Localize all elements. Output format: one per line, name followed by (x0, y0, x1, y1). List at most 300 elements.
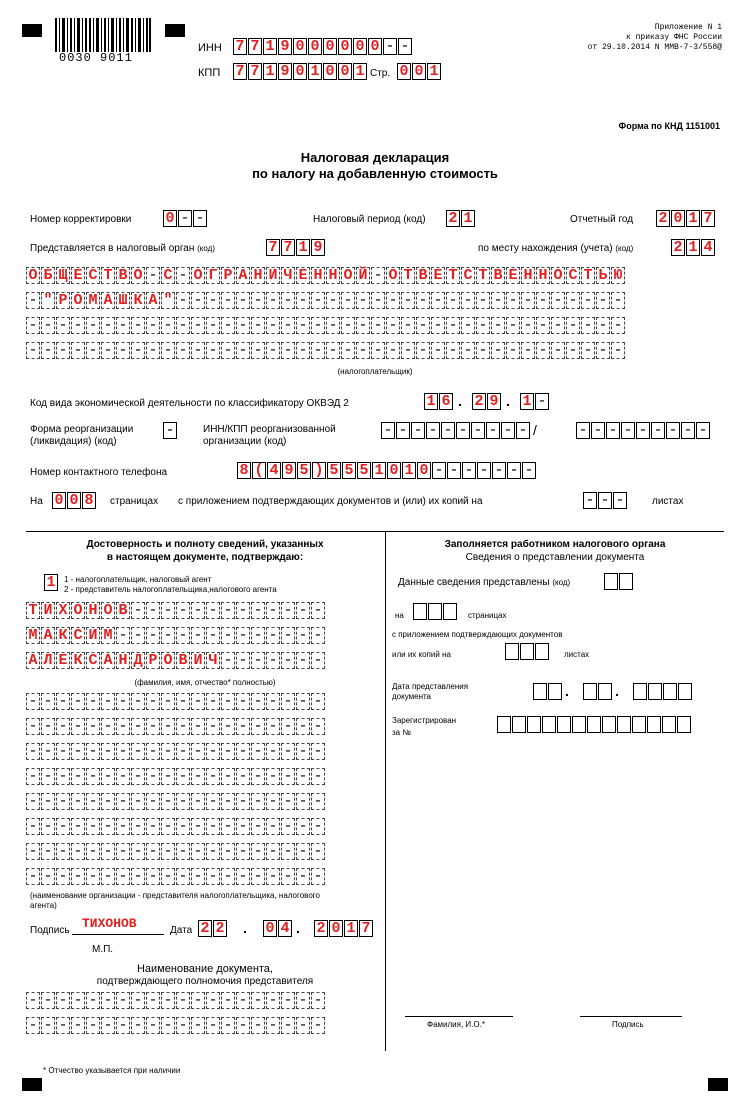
form-cell[interactable]: - (221, 1017, 235, 1034)
form-cell[interactable]: - (236, 843, 250, 860)
form-cell[interactable]: - (206, 992, 220, 1009)
form-cell[interactable]: 2 (671, 239, 685, 256)
form-cell[interactable]: - (41, 743, 55, 760)
form-cell[interactable]: - (86, 992, 100, 1009)
form-cell[interactable]: - (266, 992, 280, 1009)
form-cell[interactable]: - (296, 718, 310, 735)
form-cell[interactable]: С (461, 267, 475, 284)
form-cell[interactable]: Б (41, 267, 55, 284)
form-cell[interactable]: - (146, 743, 160, 760)
form-cell[interactable]: - (131, 992, 145, 1009)
form-cell[interactable]: - (146, 317, 160, 334)
form-cell[interactable]: - (236, 342, 250, 359)
form-cell[interactable]: Р (56, 292, 70, 309)
form-cell[interactable]: - (56, 693, 70, 710)
form-cell[interactable]: - (281, 317, 295, 334)
form-cell[interactable]: - (251, 652, 265, 669)
form-cell[interactable]: - (296, 768, 310, 785)
okved-part-1[interactable] (424, 393, 454, 410)
form-cell[interactable]: - (161, 743, 175, 760)
form-cell[interactable]: - (131, 693, 145, 710)
form-cell[interactable]: - (131, 843, 145, 860)
form-cell[interactable]: - (221, 317, 235, 334)
form-cell[interactable]: - (431, 317, 445, 334)
form-cell[interactable]: - (56, 1017, 70, 1034)
form-cell[interactable]: Р (221, 267, 235, 284)
form-cell[interactable]: - (161, 793, 175, 810)
form-cell[interactable] (617, 716, 631, 733)
form-cell[interactable]: 9 (487, 393, 501, 410)
form-cell[interactable]: 0 (163, 210, 177, 227)
form-cell[interactable]: - (266, 843, 280, 860)
form-cell[interactable]: - (131, 868, 145, 885)
form-cell[interactable]: - (26, 693, 40, 710)
form-cell[interactable]: - (461, 292, 475, 309)
form-cell[interactable]: - (191, 992, 205, 1009)
form-cell[interactable]: - (191, 342, 205, 359)
form-cell[interactable]: - (206, 818, 220, 835)
form-cell[interactable]: - (311, 693, 325, 710)
form-cell[interactable]: - (176, 267, 190, 284)
form-cell[interactable]: - (161, 342, 175, 359)
form-cell[interactable]: - (311, 768, 325, 785)
form-cell[interactable]: - (476, 342, 490, 359)
form-cell[interactable]: - (266, 1017, 280, 1034)
form-cell[interactable]: - (296, 627, 310, 644)
form-cell[interactable]: - (371, 317, 385, 334)
form-cell[interactable]: - (41, 1017, 55, 1034)
form-cell[interactable]: Т (476, 267, 490, 284)
sign-date-month[interactable] (263, 920, 293, 937)
form-cell[interactable]: - (356, 342, 370, 359)
form-cell[interactable]: - (71, 868, 85, 885)
form-cell[interactable]: - (161, 1017, 175, 1034)
year-cells[interactable] (656, 210, 716, 227)
form-cell[interactable]: А (101, 652, 115, 669)
form-cell[interactable]: - (296, 292, 310, 309)
form-cell[interactable]: К (56, 627, 70, 644)
form-cell[interactable]: - (26, 1017, 40, 1034)
form-cell[interactable]: - (56, 992, 70, 1009)
form-cell[interactable]: - (251, 818, 265, 835)
presentation-date-day[interactable] (533, 683, 563, 700)
taxpayer-row-1[interactable] (26, 267, 626, 284)
form-cell[interactable]: - (146, 818, 160, 835)
form-cell[interactable]: 7 (281, 239, 295, 256)
form-cell[interactable]: 1 (296, 239, 310, 256)
form-cell[interactable]: 0 (338, 63, 352, 80)
form-cell[interactable]: - (71, 992, 85, 1009)
form-cell[interactable]: - (221, 843, 235, 860)
form-cell[interactable]: - (161, 693, 175, 710)
form-cell[interactable]: - (131, 317, 145, 334)
form-cell[interactable]: - (426, 422, 440, 439)
form-cell[interactable]: - (476, 292, 490, 309)
form-cell[interactable]: Н (251, 267, 265, 284)
form-cell[interactable]: - (41, 818, 55, 835)
form-cell[interactable]: - (161, 317, 175, 334)
form-cell[interactable]: - (506, 292, 520, 309)
form-cell[interactable]: Н (116, 652, 130, 669)
form-cell[interactable]: - (101, 317, 115, 334)
form-cell[interactable]: - (176, 693, 190, 710)
form-cell[interactable]: - (86, 743, 100, 760)
form-cell[interactable]: - (236, 693, 250, 710)
form-cell[interactable]: - (56, 868, 70, 885)
form-cell[interactable]: - (236, 793, 250, 810)
form-cell[interactable]: - (281, 743, 295, 760)
form-cell[interactable]: - (131, 602, 145, 619)
form-cell[interactable]: Ч (206, 652, 220, 669)
form-cell[interactable]: - (191, 868, 205, 885)
page-cells[interactable] (397, 63, 442, 80)
form-cell[interactable]: 1 (263, 38, 277, 55)
reorg-cell[interactable] (163, 422, 178, 439)
form-cell[interactable]: М (86, 292, 100, 309)
okved-part-2[interactable] (472, 393, 502, 410)
form-cell[interactable]: - (613, 492, 627, 509)
presentation-date-year[interactable] (633, 683, 693, 700)
form-cell[interactable]: - (86, 693, 100, 710)
form-cell[interactable]: - (221, 992, 235, 1009)
form-cell[interactable]: - (71, 342, 85, 359)
form-cell[interactable]: - (206, 718, 220, 735)
form-cell[interactable]: - (176, 818, 190, 835)
form-cell[interactable]: - (116, 843, 130, 860)
form-cell[interactable]: - (101, 743, 115, 760)
okved-part-3[interactable] (520, 393, 550, 410)
form-cell[interactable]: - (131, 793, 145, 810)
form-cell[interactable] (533, 683, 547, 700)
form-cell[interactable]: - (492, 462, 506, 479)
form-cell[interactable]: - (56, 768, 70, 785)
form-cell[interactable]: - (566, 292, 580, 309)
form-cell[interactable]: - (431, 342, 445, 359)
form-cell[interactable]: - (101, 992, 115, 1009)
form-cell[interactable]: - (383, 38, 397, 55)
form-cell[interactable]: - (191, 602, 205, 619)
form-cell[interactable]: 0 (293, 38, 307, 55)
form-cell[interactable]: - (401, 292, 415, 309)
form-cell[interactable]: - (131, 743, 145, 760)
form-cell[interactable]: - (281, 627, 295, 644)
form-cell[interactable]: - (206, 317, 220, 334)
form-cell[interactable]: - (176, 843, 190, 860)
form-cell[interactable]: - (281, 868, 295, 885)
form-cell[interactable]: К (131, 292, 145, 309)
form-cell[interactable]: " (161, 292, 175, 309)
form-cell[interactable]: - (236, 992, 250, 1009)
form-cell[interactable]: - (101, 868, 115, 885)
form-cell[interactable] (505, 643, 519, 660)
form-cell[interactable] (663, 683, 677, 700)
form-cell[interactable]: - (381, 422, 395, 439)
form-cell[interactable]: - (71, 743, 85, 760)
form-cell[interactable]: - (86, 342, 100, 359)
reorg-inn-cells[interactable] (381, 422, 531, 439)
form-cell[interactable]: - (462, 462, 476, 479)
form-cell[interactable]: - (606, 422, 620, 439)
form-cell[interactable]: О (101, 602, 115, 619)
org-row-5[interactable] (26, 793, 326, 810)
form-cell[interactable]: - (491, 317, 505, 334)
form-cell[interactable]: Т (581, 267, 595, 284)
form-cell[interactable]: - (281, 693, 295, 710)
form-cell[interactable]: 2 (213, 920, 227, 937)
form-cell[interactable]: - (251, 768, 265, 785)
doc-row-2[interactable] (26, 1017, 326, 1034)
form-cell[interactable] (662, 716, 676, 733)
sign-date-day[interactable] (198, 920, 228, 937)
form-cell[interactable]: - (176, 793, 190, 810)
form-cell[interactable]: С (86, 267, 100, 284)
form-cell[interactable]: С (161, 267, 175, 284)
form-cell[interactable]: Е (296, 267, 310, 284)
form-cell[interactable]: - (41, 992, 55, 1009)
form-cell[interactable]: - (191, 768, 205, 785)
form-cell[interactable]: - (176, 627, 190, 644)
form-cell[interactable]: - (116, 868, 130, 885)
form-cell[interactable]: - (116, 818, 130, 835)
form-cell[interactable]: - (447, 462, 461, 479)
form-cell[interactable]: - (71, 693, 85, 710)
form-cell[interactable]: А (41, 627, 55, 644)
form-cell[interactable]: - (266, 317, 280, 334)
form-cell[interactable]: - (176, 718, 190, 735)
form-cell[interactable]: - (71, 843, 85, 860)
form-cell[interactable]: - (26, 292, 40, 309)
form-cell[interactable]: - (86, 317, 100, 334)
form-cell[interactable]: - (26, 843, 40, 860)
form-cell[interactable]: - (251, 992, 265, 1009)
form-cell[interactable]: - (101, 342, 115, 359)
form-cell[interactable]: - (296, 693, 310, 710)
form-cell[interactable]: - (551, 342, 565, 359)
name-cells[interactable] (26, 627, 326, 644)
form-cell[interactable]: - (456, 422, 470, 439)
form-cell[interactable]: - (41, 843, 55, 860)
form-cell[interactable]: - (101, 693, 115, 710)
form-cell[interactable]: " (41, 292, 55, 309)
form-cell[interactable] (633, 683, 647, 700)
form-cell[interactable]: - (446, 342, 460, 359)
form-cell[interactable]: - (396, 422, 410, 439)
form-cell[interactable]: - (161, 718, 175, 735)
form-cell[interactable]: - (131, 718, 145, 735)
form-cell[interactable]: - (206, 743, 220, 760)
form-cell[interactable]: - (281, 818, 295, 835)
form-cell[interactable]: - (206, 793, 220, 810)
form-cell[interactable]: - (506, 317, 520, 334)
form-cell[interactable]: - (521, 342, 535, 359)
form-cell[interactable]: В (416, 267, 430, 284)
form-cell[interactable]: - (311, 602, 325, 619)
form-cell[interactable] (587, 716, 601, 733)
form-cell[interactable]: 5 (342, 462, 356, 479)
form-cell[interactable]: 9 (311, 239, 325, 256)
form-cell[interactable]: 1 (263, 63, 277, 80)
form-cell[interactable]: - (296, 342, 310, 359)
form-cell[interactable]: - (398, 38, 412, 55)
form-cell[interactable]: - (193, 210, 207, 227)
form-cell[interactable]: - (326, 342, 340, 359)
form-cell[interactable]: О (26, 267, 40, 284)
form-cell[interactable]: - (431, 292, 445, 309)
form-cell[interactable]: - (86, 1017, 100, 1034)
form-cell[interactable]: - (266, 743, 280, 760)
form-cell[interactable]: - (461, 342, 475, 359)
form-cell[interactable]: - (176, 868, 190, 885)
form-cell[interactable]: - (311, 718, 325, 735)
form-cell[interactable]: - (636, 422, 650, 439)
form-cell[interactable] (512, 716, 526, 733)
form-cell[interactable] (632, 716, 646, 733)
form-cell[interactable]: - (191, 1017, 205, 1034)
form-cell[interactable]: - (221, 292, 235, 309)
form-cell[interactable]: - (146, 992, 160, 1009)
form-cell[interactable]: И (86, 627, 100, 644)
form-cell[interactable]: - (266, 342, 280, 359)
form-cell[interactable]: - (296, 602, 310, 619)
form-cell[interactable]: - (566, 342, 580, 359)
form-cell[interactable]: 4 (701, 239, 715, 256)
form-cell[interactable]: - (266, 652, 280, 669)
form-cell[interactable]: - (101, 1017, 115, 1034)
form-cell[interactable]: - (576, 422, 590, 439)
form-cell[interactable]: - (401, 342, 415, 359)
form-cell[interactable]: О (161, 652, 175, 669)
org-row-7[interactable] (26, 843, 326, 860)
form-cell[interactable]: - (116, 317, 130, 334)
form-cell[interactable]: - (535, 393, 549, 410)
form-cell[interactable] (647, 716, 661, 733)
officer-pages-cells[interactable] (413, 603, 458, 620)
doc-row-1[interactable] (26, 992, 326, 1009)
form-cell[interactable] (677, 716, 691, 733)
form-cell[interactable]: - (311, 743, 325, 760)
form-cell[interactable]: - (221, 602, 235, 619)
form-cell[interactable]: - (236, 317, 250, 334)
form-cell[interactable]: - (41, 718, 55, 735)
form-cell[interactable]: - (551, 317, 565, 334)
form-cell[interactable]: - (41, 768, 55, 785)
form-cell[interactable]: 1 (686, 239, 700, 256)
form-cell[interactable]: - (416, 342, 430, 359)
form-cell[interactable]: 1 (372, 462, 386, 479)
form-cell[interactable]: - (41, 793, 55, 810)
form-cell[interactable]: - (191, 317, 205, 334)
form-cell[interactable]: С (566, 267, 580, 284)
form-cell[interactable]: - (116, 768, 130, 785)
form-cell[interactable]: - (236, 868, 250, 885)
form-cell[interactable]: - (296, 793, 310, 810)
form-cell[interactable]: Т (26, 602, 40, 619)
form-cell[interactable]: 2 (446, 210, 460, 227)
form-cell[interactable]: - (326, 317, 340, 334)
form-cell[interactable]: 0 (387, 462, 401, 479)
form-cell[interactable]: - (86, 793, 100, 810)
form-cell[interactable]: О (191, 267, 205, 284)
form-cell[interactable] (648, 683, 662, 700)
form-cell[interactable]: - (131, 342, 145, 359)
form-cell[interactable]: 5 (357, 462, 371, 479)
form-cell[interactable] (619, 573, 633, 590)
form-cell[interactable]: Ч (281, 267, 295, 284)
form-cell[interactable]: - (251, 1017, 265, 1034)
form-cell[interactable]: - (281, 292, 295, 309)
form-cell[interactable]: - (163, 422, 177, 439)
form-cell[interactable]: - (461, 317, 475, 334)
form-cell[interactable]: - (296, 743, 310, 760)
form-cell[interactable]: 2 (198, 920, 212, 937)
form-cell[interactable]: - (536, 317, 550, 334)
form-cell[interactable]: - (221, 342, 235, 359)
form-cell[interactable]: - (311, 1017, 325, 1034)
form-cell[interactable]: - (221, 627, 235, 644)
form-cell[interactable]: - (161, 768, 175, 785)
surname-cells[interactable] (26, 602, 326, 619)
form-cell[interactable]: - (341, 342, 355, 359)
sign-date-year[interactable] (314, 920, 374, 937)
form-cell[interactable]: - (401, 317, 415, 334)
form-cell[interactable]: - (251, 743, 265, 760)
form-cell[interactable]: - (56, 743, 70, 760)
form-cell[interactable]: - (296, 992, 310, 1009)
form-cell[interactable]: - (176, 1017, 190, 1034)
form-cell[interactable]: - (206, 602, 220, 619)
form-cell[interactable]: - (416, 317, 430, 334)
form-cell[interactable]: - (311, 843, 325, 860)
form-cell[interactable] (497, 716, 511, 733)
form-cell[interactable]: 0 (368, 38, 382, 55)
officer-sheets-cells[interactable] (505, 643, 550, 660)
form-cell[interactable]: - (176, 768, 190, 785)
form-cell[interactable]: 1 (424, 393, 438, 410)
form-cell[interactable]: - (266, 718, 280, 735)
form-cell[interactable]: - (311, 317, 325, 334)
form-cell[interactable]: 1 (344, 920, 358, 937)
form-cell[interactable]: - (371, 342, 385, 359)
form-cell[interactable]: - (251, 292, 265, 309)
form-cell[interactable] (598, 683, 612, 700)
form-cell[interactable]: О (386, 267, 400, 284)
form-cell[interactable]: 7 (248, 63, 262, 80)
form-cell[interactable]: - (596, 342, 610, 359)
form-cell[interactable]: - (26, 743, 40, 760)
form-cell[interactable]: 9 (282, 462, 296, 479)
form-cell[interactable]: - (56, 843, 70, 860)
form-cell[interactable]: 0 (338, 38, 352, 55)
form-cell[interactable]: Н (326, 267, 340, 284)
form-cell[interactable]: - (191, 793, 205, 810)
form-cell[interactable]: - (296, 1017, 310, 1034)
form-cell[interactable]: - (251, 693, 265, 710)
kpp-cells[interactable] (233, 63, 368, 80)
form-cell[interactable]: - (26, 818, 40, 835)
form-cell[interactable]: - (236, 652, 250, 669)
form-cell[interactable]: - (176, 292, 190, 309)
form-cell[interactable]: - (221, 718, 235, 735)
form-cell[interactable]: К (71, 652, 85, 669)
form-cell[interactable]: - (581, 292, 595, 309)
form-cell[interactable] (443, 603, 457, 620)
period-cells[interactable] (446, 210, 476, 227)
form-cell[interactable]: А (101, 292, 115, 309)
form-cell[interactable]: - (41, 317, 55, 334)
form-cell[interactable]: - (86, 718, 100, 735)
form-cell[interactable]: - (596, 292, 610, 309)
form-cell[interactable]: - (566, 317, 580, 334)
